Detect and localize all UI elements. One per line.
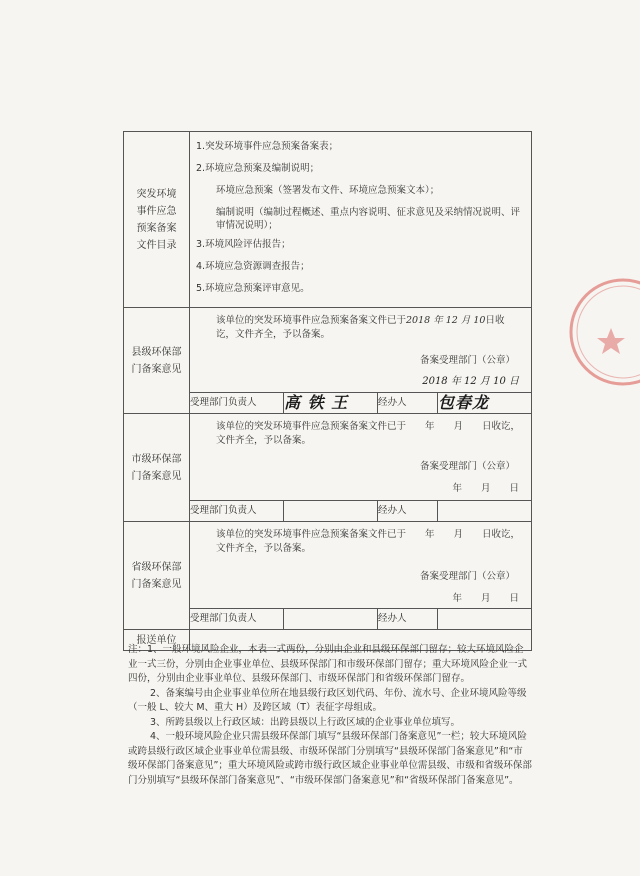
county-handler-signature: 包春龙 — [438, 393, 532, 414]
directory-row — [124, 132, 532, 308]
note-4: 4、一般环境风险企业只需县级环保部门填写“县级环保部门备案意见”一栏；较大环境风险或跨县级行政区域企业事业单位需县级、市级环保部门分别填写“县级环保部门备案意见”和“市级环保部门备案意见”；重大环境风险或跨市级行政区域企业事业单位需县级、市级和省级环保部门分别填写“县级环保部门备案意见”、“市级环保部门备案意见”和“省级环保部门备案意见”。 — [128, 731, 532, 786]
directory-item: 3.环境风险评估报告； — [196, 239, 291, 250]
province-responsible-field — [284, 609, 378, 630]
county-date-filled: 2018 年 12 月 10 — [406, 315, 486, 326]
directory-item: 环境应急预案（签署发布文件、环境应急预案文本）； — [216, 185, 440, 196]
province-opinion-text: 该单位的突发环境事件应急预案备案文件已于 年 月 日收讫，文件齐全，予以备案。 — [216, 529, 521, 554]
notes-section — [128, 643, 532, 788]
city-stamp-label: 备案受理部门（公章） — [420, 461, 516, 472]
note-3: 3、所跨县级以上行政区域：出跨县级以上行政区域的企业事业单位填写。 — [150, 716, 461, 728]
province-label: 省级环保部 门备案意见 — [124, 522, 190, 630]
city-handler-label: 经办人 — [378, 501, 438, 522]
province-handler-field — [438, 609, 532, 630]
note-2: 2、备案编号由企业事业单位所在地县级行政区划代码、年份、流水号、企业环境风险等级（一般 L、较大 M、重大 H）及跨区域（T）表征字母组成。 — [128, 687, 527, 713]
directory-item: 5.环境应急预案评审意见。 — [196, 283, 310, 294]
county-handler-label: 经办人 — [378, 393, 438, 414]
directory-item: 1.突发环境事件应急预案备案表； — [196, 141, 339, 152]
county-responsible-signature: 高 铁 王 — [284, 393, 378, 414]
province-handler-label: 经办人 — [378, 609, 438, 630]
submit-label: 报送单位 — [124, 630, 190, 651]
directory-item: 2.环境应急预案及编制说明； — [196, 163, 320, 174]
province-responsible-label: 受理部门负责人 — [190, 609, 284, 630]
city-handler-field — [438, 501, 532, 522]
county-responsible-label: 受理部门负责人 — [190, 393, 284, 414]
directory-item: 编制说明（编制过程概述、重点内容说明、征求意见及采纳情况说明、评审情况说明）； — [216, 207, 521, 231]
city-date-label: 年 月 日 — [452, 483, 520, 494]
official-seal-icon — [545, 270, 640, 390]
county-stamp-label: 备案受理部门（公章） — [420, 355, 516, 366]
county-opinion-row — [124, 308, 532, 393]
county-opinion-text-after: 日收讫，文件齐全，予以备案。 — [216, 315, 505, 340]
province-stamp-label: 备案受理部门（公章） — [420, 571, 516, 582]
directory-item: 4.环境应急资源调查报告； — [196, 261, 310, 272]
city-responsible-label: 受理部门负责人 — [190, 501, 284, 522]
city-opinion-row — [124, 414, 532, 501]
directory-label: 突发环境 事件应急 预案备案 文件目录 — [124, 132, 190, 308]
note-1: 注：1、一般环境风险企业，本表一式两份，分别由企业和县级环保部门留存；较大环境风险企业一式三份，分别由企业事业单位、县级环保部门和市级环保部门留存；重大环境风险企业一式四份，分别由企业事业单位、县级环保部门、市级环保部门和省级环保部门留存。 — [128, 644, 528, 684]
city-responsible-field — [284, 501, 378, 522]
county-opinion-text: 该单位的突发环境事件应急预案备案文件已于 — [216, 315, 407, 326]
province-opinion-row — [124, 522, 532, 609]
city-label: 市级环保部 门备案意见 — [124, 414, 190, 522]
city-opinion-text: 该单位的突发环境事件应急预案备案文件已于 年 月 日收讫，文件齐全，予以备案。 — [216, 421, 521, 446]
county-label: 县级环保部 门备案意见 — [124, 308, 190, 414]
directory-content — [190, 132, 532, 308]
province-date-label: 年 月 日 — [452, 593, 520, 604]
county-date: 2018 年 12 月 10 日 — [422, 376, 520, 387]
filing-form-table — [123, 131, 532, 651]
